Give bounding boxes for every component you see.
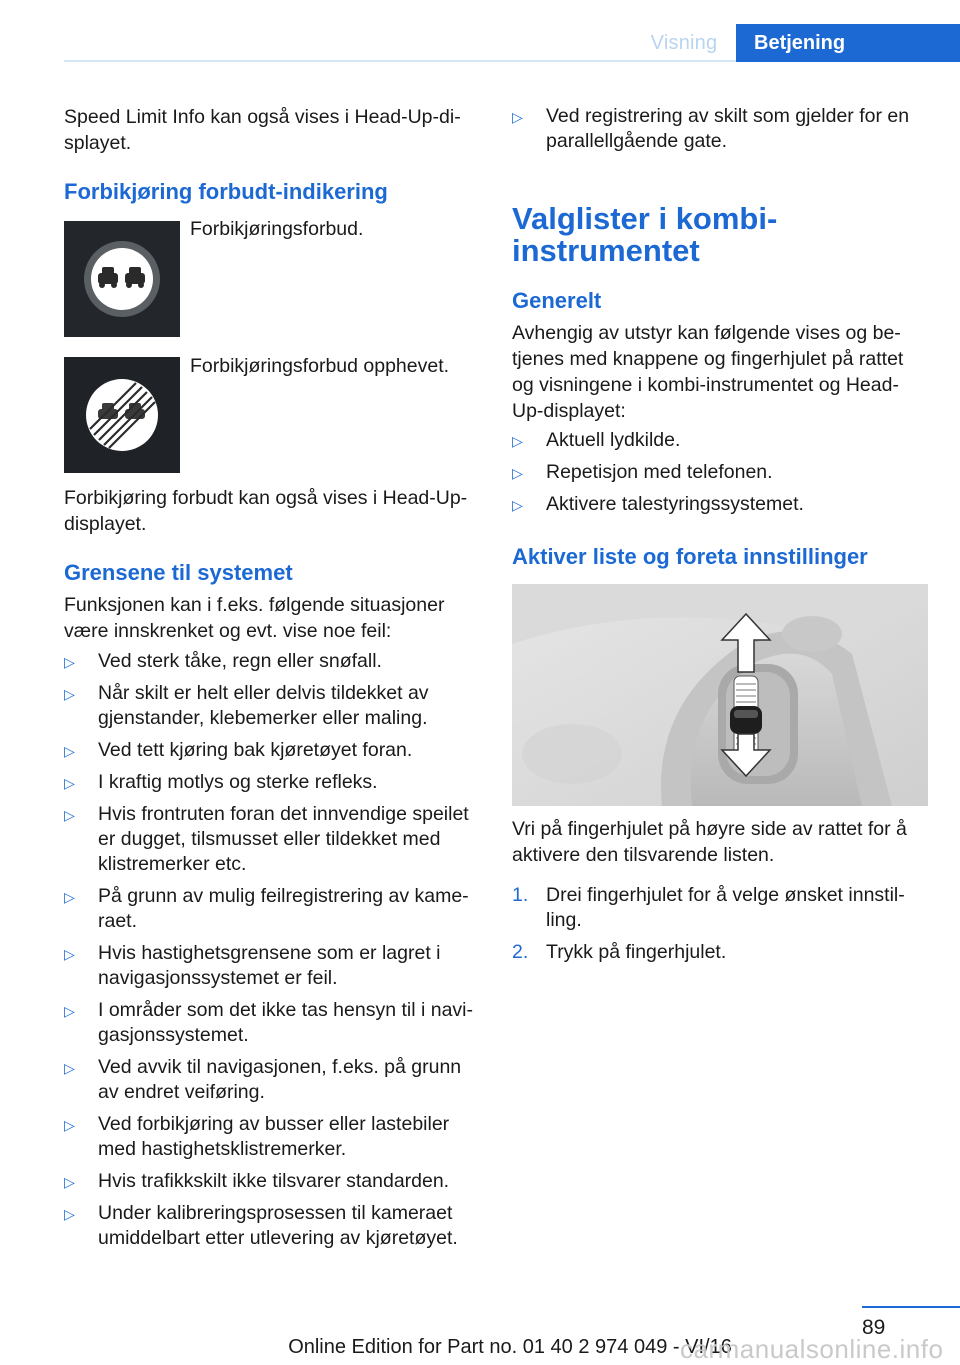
- limits-list-continued: [512, 104, 928, 161]
- overtaking-lifted-sign-image: [64, 357, 180, 473]
- bullet-triangle-icon: ▷: [64, 1174, 75, 1190]
- list-item: ▷ Aktuell lydkilde.: [512, 428, 928, 453]
- list-item: ▷ Når skilt er helt eller delvis tildekket av gjenstander, klebemerker eller maling.: [64, 682, 429, 729]
- list-item: ▷ Under kalibreringsprosessen til kameraet umiddelbart etter utlevering av kjøretøyet.: [64, 1202, 458, 1249]
- bullet-triangle-icon: ▷: [64, 654, 75, 670]
- tab-visning[interactable]: Visning: [650, 32, 718, 54]
- step-number: 1.: [512, 884, 529, 906]
- page-number-divider: [862, 1306, 960, 1308]
- bullet-triangle-icon: ▷: [64, 1117, 75, 1133]
- generelt-list: [512, 428, 928, 524]
- list-item: ▷ På grunn av mulig feilregistrering av kame‐ raet.: [64, 885, 469, 932]
- heading-generelt: Generelt: [512, 288, 602, 313]
- page-number: 89: [862, 1316, 886, 1339]
- list-item: ▷ Hvis frontruten foran det innvendige speilet er dugget, tilsmusset eller tildekket med klistremerker etc.: [64, 803, 469, 875]
- sign2-caption: Forbikjøringsforbud opphevet.: [190, 355, 450, 377]
- heading-grensene: Grensene til systemet: [64, 560, 293, 585]
- list-item: ▷ Ved registrering av skilt som gjelder for en parallellgående gate.: [512, 105, 910, 152]
- no-overtaking-sign-icon: [64, 221, 180, 337]
- list-item: ▷ Repetisjon med telefonen.: [512, 460, 928, 485]
- no-overtaking-sign-image: [64, 221, 180, 337]
- bullet-triangle-icon: ▷: [64, 1206, 75, 1222]
- list-item: ▷ Hvis hastighetsgrensene som er lagret i navigasjonssystemet er feil.: [64, 942, 441, 989]
- list-item: ▷ Ved sterk tåke, regn eller snøfall.: [64, 649, 484, 674]
- list-item: ▷ I områder som det ikke tas hensyn til i navi‐ gasjonssystemet.: [64, 999, 473, 1046]
- aktiver-paragraph: Vri på fingerhjulet på høyre side av rattet for å aktivere den tilsvarende listen.: [512, 818, 907, 866]
- list-item: ▷ I kraftig motlys og sterke refleks.: [64, 770, 484, 795]
- steps-list: [512, 883, 928, 972]
- generelt-paragraph: Avhengig av utstyr kan følgende vises og be‐ tjenes med knappene og fingerhjulet på rattet og visningene i kombi-instrumentet og Head- Up-displayet:: [512, 322, 904, 422]
- bullet-triangle-icon: ▷: [64, 946, 75, 962]
- list-item: ▷ Ved tett kjøring bak kjøretøyet foran.: [64, 738, 484, 763]
- bullet-triangle-icon: ▷: [64, 1060, 75, 1076]
- limits-list: [64, 649, 484, 1258]
- list-item: ▷ Ved forbikjøring av busser eller lastebiler med hastighetsklistremerker.: [64, 1113, 450, 1160]
- list-item: 1. Drei fingerhjulet for å velge ønsket innstil‐ ling.: [512, 884, 905, 931]
- tab-betjening[interactable]: Betjening: [736, 24, 960, 62]
- list-item: ▷ Ved avvik til navigasjonen, f.eks. på grunn av endret veiføring.: [64, 1056, 462, 1103]
- bullet-triangle-icon: ▷: [512, 433, 523, 449]
- steering-wheel-image: [512, 584, 928, 806]
- bullet-triangle-icon: ▷: [64, 807, 75, 823]
- bullet-triangle-icon: ▷: [512, 497, 523, 513]
- bullet-triangle-icon: ▷: [512, 109, 523, 125]
- heading-aktiver: Aktiver liste og foreta innstillinger: [512, 544, 868, 569]
- heading-valglister: Valglister i kombi- instrumentet: [512, 201, 778, 268]
- forbikjoring-paragraph: Forbikjøring forbudt kan også vises i Head-Up- displayet.: [64, 487, 468, 535]
- end-of-no-overtaking-sign-icon: [64, 357, 180, 473]
- step-number: 2.: [512, 941, 529, 963]
- edition-text: Online Edition for Part no. 01 40 2 974 049 - VI/16: [288, 1336, 732, 1358]
- sign1-caption: Forbikjøringsforbud.: [190, 218, 364, 240]
- steering-wheel-thumbwheel-icon: [512, 584, 928, 806]
- bullet-triangle-icon: ▷: [64, 775, 75, 791]
- grensene-paragraph: Funksjonen kan i f.eks. følgende situasjoner være innskrenket og evt. vise noe feil:: [64, 594, 445, 642]
- bullet-triangle-icon: ▷: [64, 743, 75, 759]
- list-item: ▷ Hvis trafikkskilt ikke tilsvarer standarden.: [64, 1169, 484, 1194]
- bullet-triangle-icon: ▷: [64, 1003, 75, 1019]
- heading-forbikjoring: Forbikjøring forbudt-indikering: [64, 179, 388, 204]
- bullet-triangle-icon: ▷: [512, 465, 523, 481]
- list-item: 2. Trykk på fingerhjulet.: [512, 941, 727, 963]
- watermark: carmanualsonline.info: [680, 1334, 944, 1364]
- list-item: ▷ Aktivere talestyringssystemet.: [512, 492, 928, 517]
- intro-paragraph: Speed Limit Info kan også vises i Head-Up-di‐ splayet.: [64, 106, 461, 154]
- bullet-triangle-icon: ▷: [64, 686, 75, 702]
- bullet-triangle-icon: ▷: [64, 889, 75, 905]
